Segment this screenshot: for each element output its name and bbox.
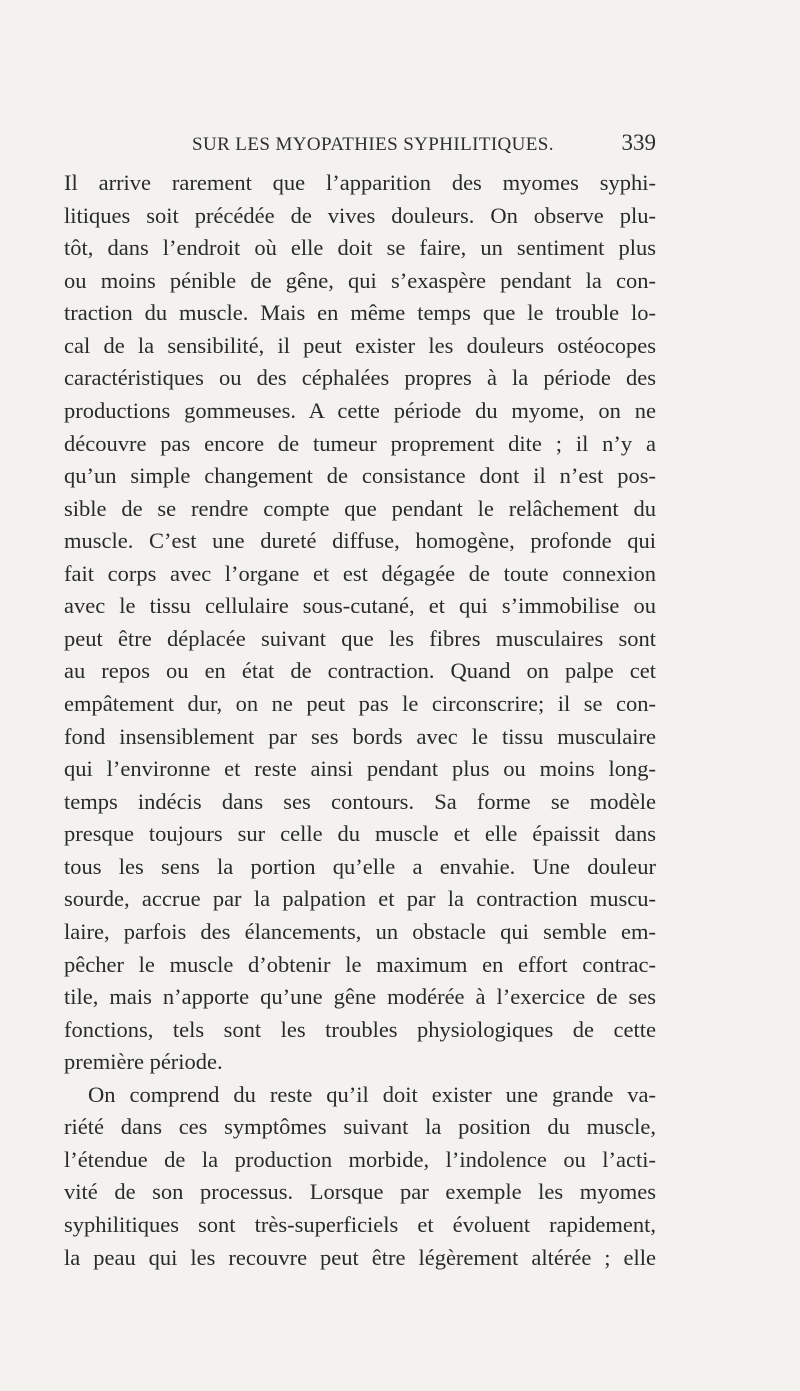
text-line: sible de se rendre compte que pendant le relâchement du <box>64 495 656 521</box>
text-line: caractéristiques ou des céphalées propres à la période des <box>64 365 656 391</box>
page-header <box>188 128 656 162</box>
text-line: fait corps avec l’organe et est dégagée de toute connexion <box>64 560 656 586</box>
text-line: cal de la sensibilité, il peut exister les douleurs ostéocopes <box>64 332 656 358</box>
text-line: riété dans ces symptômes suivant la position du muscle, <box>64 1114 656 1140</box>
text-line: pêcher le muscle d’obtenir le maximum en effort contrac- <box>64 951 656 977</box>
text-line: On comprend du reste qu’il doit exister une grande va- <box>88 1081 656 1107</box>
text-line: sourde, accrue par la palpation et par la contraction muscu- <box>64 886 656 912</box>
text-line: temps indécis dans ses contours. Sa forme se modèle <box>64 788 656 814</box>
text-line: découvre pas encore de tumeur proprement dite ; il n’y a <box>64 430 656 456</box>
text-line: l’étendue de la production morbide, l’indolence ou l’acti- <box>64 1146 656 1172</box>
text-line: vité de son processus. Lorsque par exemple les myomes <box>64 1179 656 1205</box>
text-line: tile, mais n’apporte qu’une gêne modérée à l’exercice de ses <box>64 984 656 1010</box>
text-line: muscle. C’est une dureté diffuse, homogène, profonde qui <box>64 528 656 554</box>
text-line: qui l’environne et reste ainsi pendant plus ou moins long- <box>64 756 656 782</box>
text-line: syphilitiques sont très-superficiels et évoluent rapidement, <box>64 1212 656 1237</box>
page-number: 339 <box>621 130 656 155</box>
text-line: litiques soit précédée de vives douleurs. On observe plu- <box>64 202 656 228</box>
text-line: fonctions, tels sont les troubles physiologiques de cette <box>64 1016 656 1042</box>
text-line: productions gommeuses. A cette période du myome, on ne <box>64 397 656 423</box>
running-head: SUR LES MYOPATHIES SYPHILITIQUES. <box>192 134 554 155</box>
text-line: ou moins pénible de gêne, qui s’exaspère pendant la con- <box>64 267 656 293</box>
text-line: presque toujours sur celle du muscle et elle épaissit dans <box>64 821 656 847</box>
text-line: Il arrive rarement que l’apparition des myomes syphi- <box>64 170 656 195</box>
text-line: tôt, dans l’endroit où elle doit se faire, un sentiment plus <box>64 235 656 261</box>
text-line: au repos ou en état de contraction. Quand on palpe cet <box>64 658 656 684</box>
text-line: fond insensiblement par ses bords avec le tissu musculaire <box>64 723 656 749</box>
text-line: première période. <box>64 1049 223 1075</box>
text-line: traction du muscle. Mais en même temps que le trouble lo- <box>64 300 656 326</box>
text-line: tous les sens la portion qu’elle a envahie. Une douleur <box>64 853 656 879</box>
text-line: qu’un simple changement de consistance dont il n’est pos- <box>64 463 656 489</box>
text-line: la peau qui les recouvre peut être légèrement altérée ; elle <box>64 1244 656 1270</box>
text-line: laire, parfois des élancements, un obstacle qui semble em- <box>64 918 656 944</box>
text-line: avec le tissu cellulaire sous-cutané, et qui s’immobilise ou <box>64 593 656 619</box>
body-text <box>64 167 656 1274</box>
text-line: peut être déplacée suivant que les fibres musculaires sont <box>64 625 656 651</box>
text-line: empâtement dur, on ne peut pas le circonscrire; il se con- <box>64 691 656 716</box>
